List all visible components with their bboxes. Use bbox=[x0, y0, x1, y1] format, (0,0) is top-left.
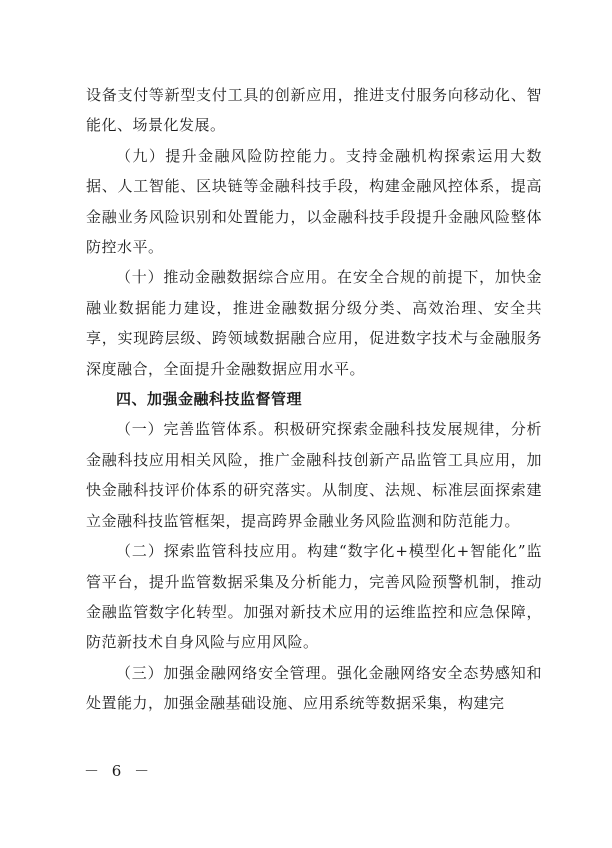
paragraph-item-1: （一）完善监管体系。积极研究探索金融科技发展规律，分析金融科技应用相关风险，推广金融科技创新产品监管工具应用，加快金融科技评价体系的研究落实。从制度、法规、标准层面探索建立金融科技监管框架，提高跨界金融业务风险监测和防范能力。 bbox=[86, 420, 542, 530]
paragraph-item-3: （三）加强金融网络安全管理。强化金融网络安全态势感知和处置能力，加强金融基础设施、应用系统等数据采集，构建完 bbox=[86, 663, 542, 713]
paragraph-item-2: （二）探索监管科技应用。构建“数字化+模型化+智能化”监管平台，提升监管数据采集及分析能力，完善风险预警机制，推动金融监管数字化转型。加强对新技术应用的运维监控和应急保障，防范新技术自身风险与应用风险。 bbox=[86, 542, 542, 652]
paragraph-continuation: 设备支付等新型支付工具的创新应用，推进支付服务向移动化、智能化、场景化发展。 bbox=[86, 86, 542, 135]
paragraph-item-10: （十）推动金融数据综合应用。在安全合规的前提下，加快金融业数据能力建设，推进金融数据分级分类、高效治理、安全共享，实现跨层级、跨领域数据融合应用，促进数字技术与金融服务深度融合，全面提升金融数据应用水平。 bbox=[86, 268, 542, 378]
page-number: － 6 － bbox=[84, 762, 154, 780]
body-text bbox=[86, 80, 542, 719]
section-heading-4: 四、加强金融科技监督管理 bbox=[116, 390, 303, 409]
paragraph-item-9: （九）提升金融风险防控能力。支持金融机构探索运用大数据、人工智能、区块链等金融科技手段，构建金融风控体系，提高金融业务风险识别和处置能力，以金融科技手段提升金融风险整体防控水平。 bbox=[86, 146, 542, 257]
